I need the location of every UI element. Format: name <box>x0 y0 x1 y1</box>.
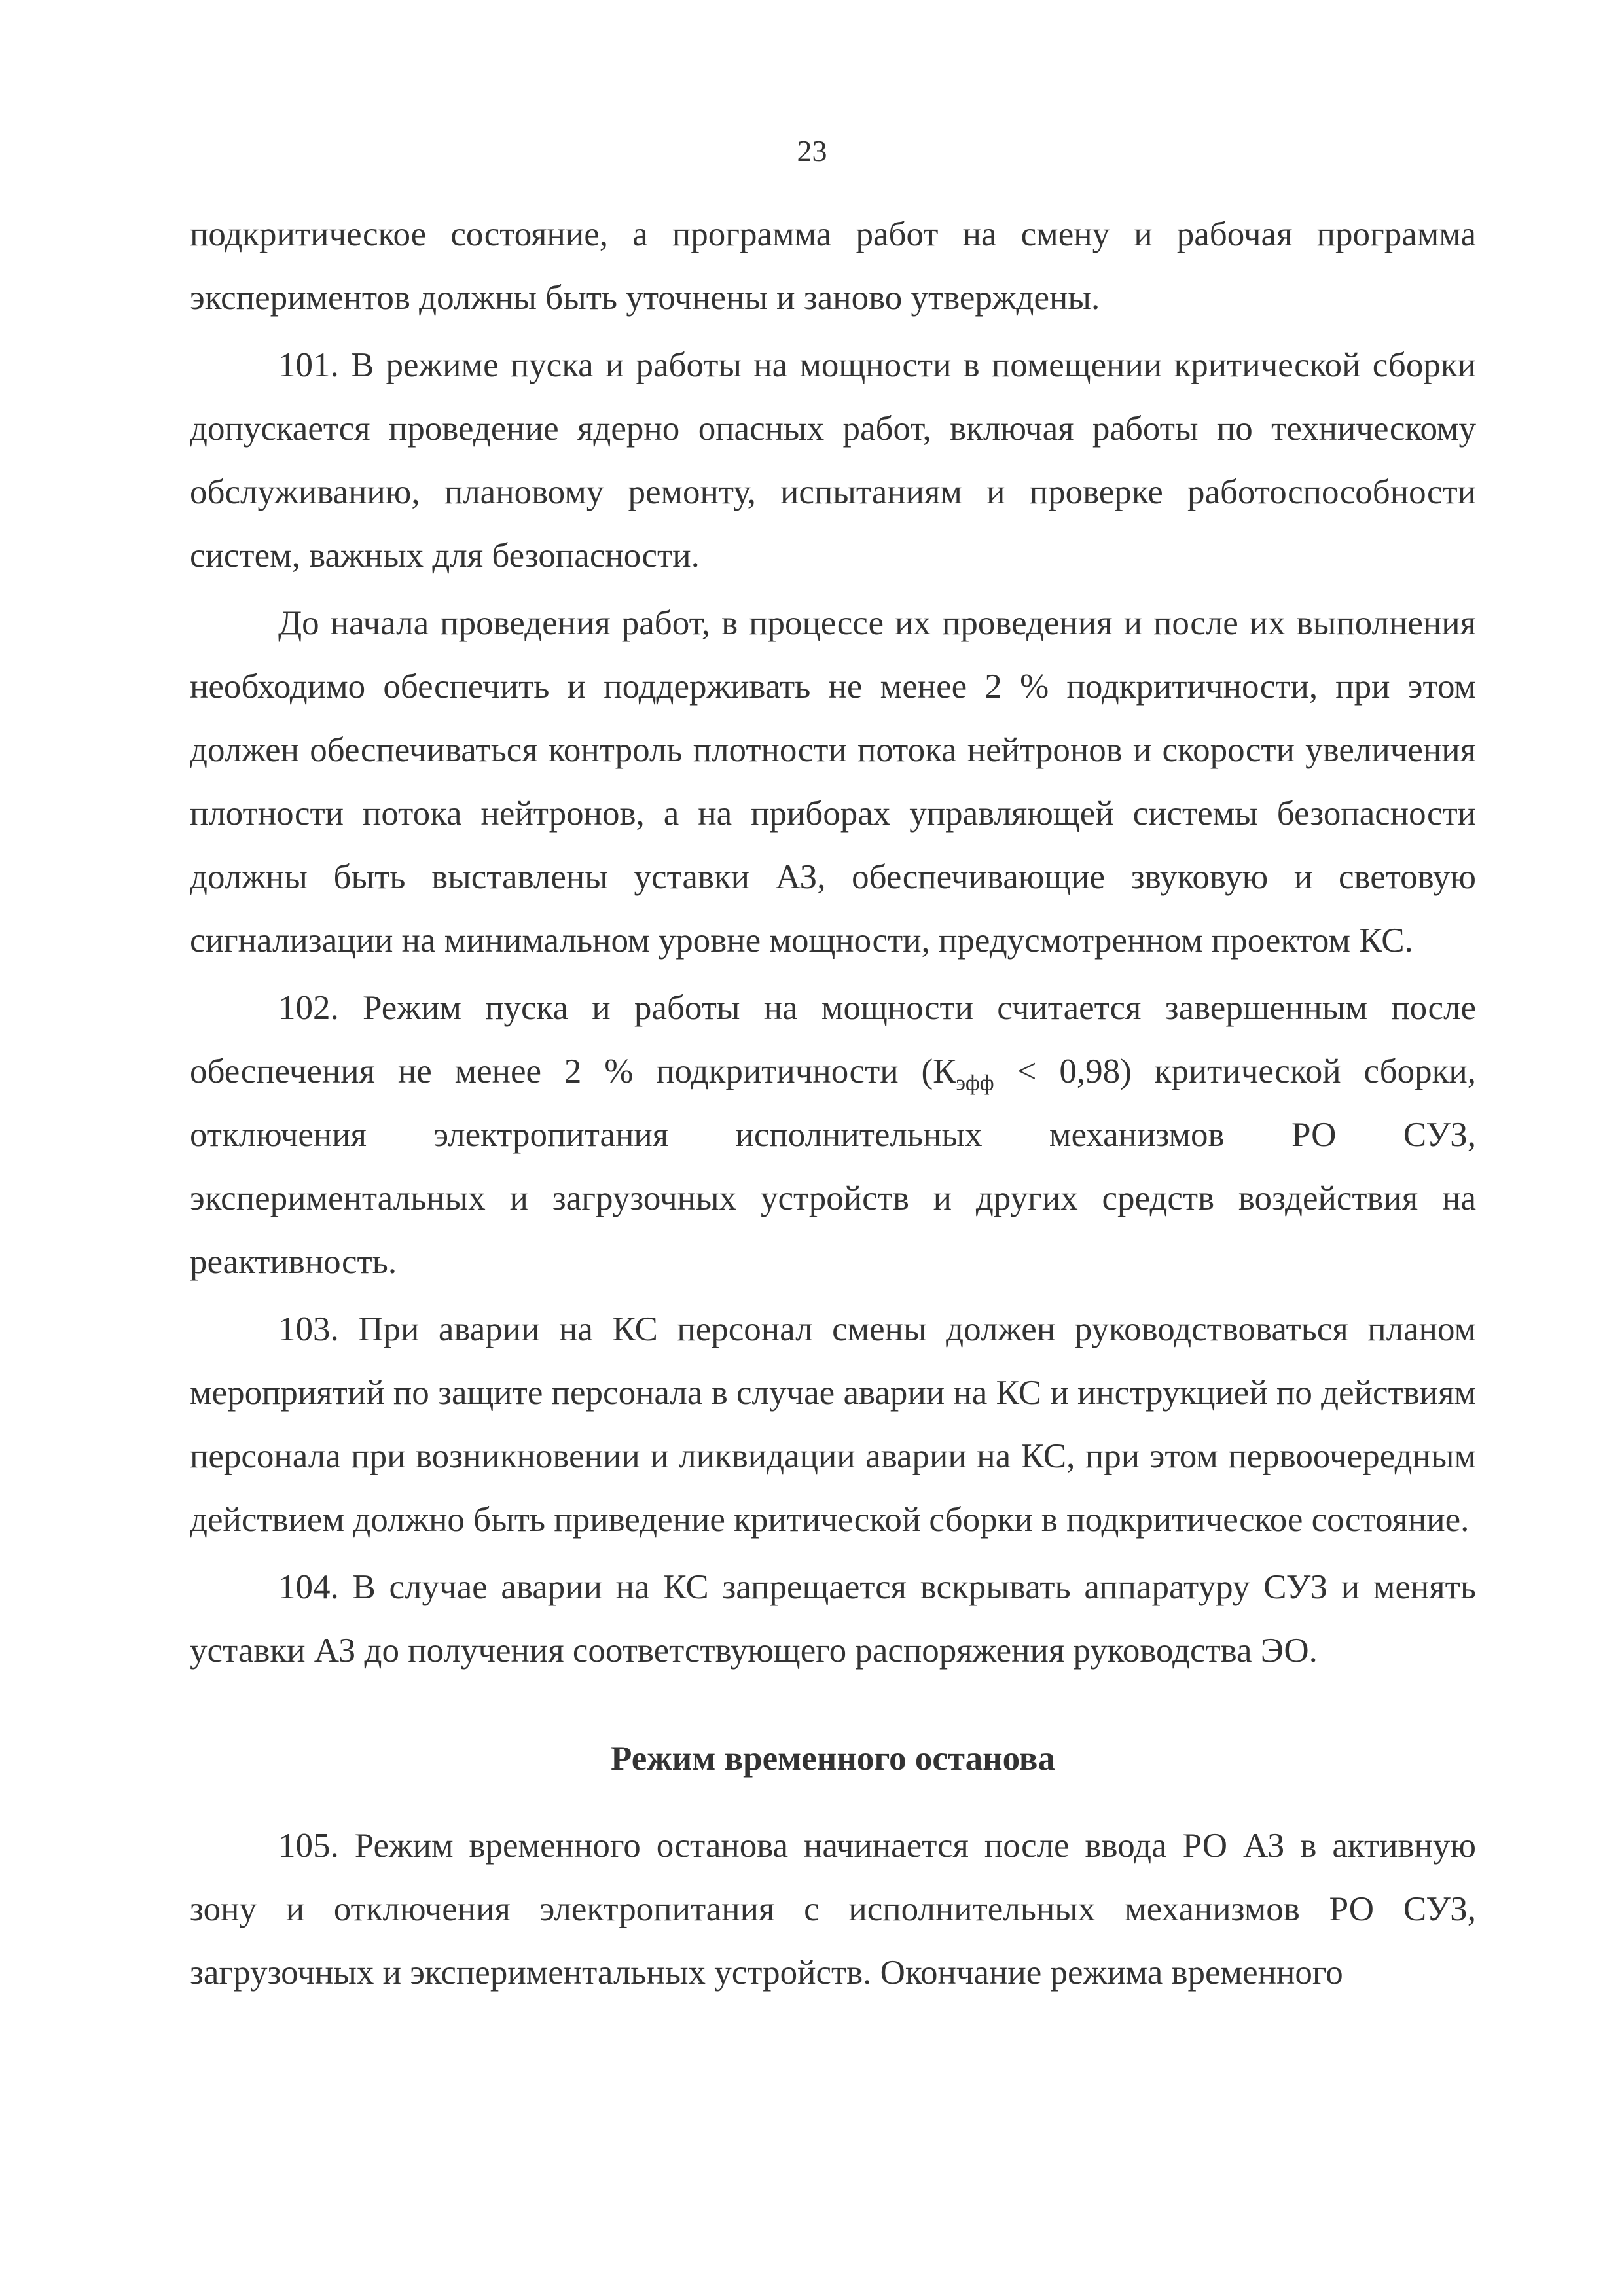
paragraph-102 <box>190 977 1476 1294</box>
page-number: 23 <box>797 134 827 168</box>
paragraph-102-end: < 0,98) критической сборки, отключения электропитания исполнительных механизмов РО СУЗ, экспериментальных и загрузочных устройств и других средств воздействия на реактивность. <box>190 1052 1477 1281</box>
paragraph-102-start: 102. Режим пуска и работы на мощности считается завершенным после обеспечения не менее 2 % подкритичности (К <box>190 989 1476 1090</box>
paragraph-continuation: подкритическое состояние, а программа работ на смену и рабочая программа экспериментов должны быть уточнены и заново утверждены. <box>190 215 1476 317</box>
k-eff-subscript: эфф <box>956 1071 994 1096</box>
document-body <box>190 203 1476 2009</box>
paragraph-101-continued: До начала проведения работ, в процессе их проведения и после их выполнения необходимо обеспечить и поддерживать не менее 2 % подкритичности, при этом должен обеспечиваться контроль плотности потока нейтронов и скорости увеличения плотности потока нейтронов, а на приборах управляющей системы безопасности должны быть выставлены уставки АЗ, обеспечивающие звуковую и световую сигнализации на минимальном уровне мощности, предусмотренном проектом КС. <box>190 604 1476 960</box>
section-heading: Режим временного останова <box>611 1740 1055 1778</box>
paragraph-104: 104. В случае аварии на КС запрещается вскрывать аппаратуру СУЗ и менять уставки АЗ до получения соответствующего распоряжения руководства ЭО. <box>190 1568 1476 1670</box>
paragraph-101: 101. В режиме пуска и работы на мощности в помещении критической сборки допускается проведение ядерно опасных работ, включая работы по техническому обслуживанию, плановому ремонту, испытаниям и проверке работоспособности систем, важных для безопасности. <box>190 346 1476 575</box>
paragraph-103: 103. При аварии на КС персонал смены должен руководствоваться планом мероприятий по защите персонала в случае аварии на КС и инструкцией по действиям персонала при возникновении и ликвидации аварии на КС, при этом первоочередным действием должно быть приведение критической сборки в подкритическое состояние. <box>190 1310 1476 1539</box>
paragraph-105: 105. Режим временного останова начинается после ввода РО АЗ в активную зону и отключения электропитания с исполнительных механизмов РО СУЗ, загрузочных и экспериментальных устройств. Окончание режима временного <box>190 1827 1476 1992</box>
